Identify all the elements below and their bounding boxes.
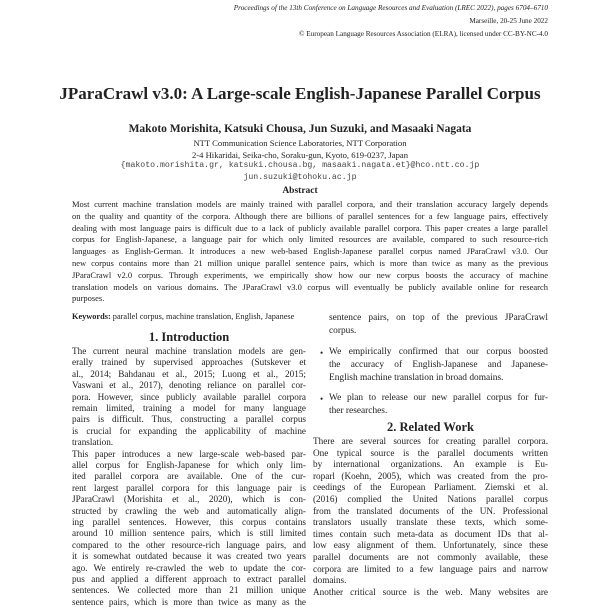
keywords-label: Keywords: <box>72 312 111 321</box>
emails: {makoto.morishita.gr, katsuki.chousa.bg, masaaki.nagata.et}@hco.ntt.co.jp <box>120 161 480 170</box>
bullet-icon: • <box>320 394 324 405</box>
bullet-icon: • <box>320 348 324 358</box>
section-related-work-heading: 2. Related Work <box>387 420 474 434</box>
intro-line: remain limited, training a model for many language <box>72 403 306 413</box>
bullet-line: the accuracy of English-Japanese and Japanese- <box>329 360 548 371</box>
license-line: © European Language Resources Association (ELRA), licensed under CC-BY-NC-4.0 <box>299 30 548 38</box>
affiliation: NTT Communication Science Laboratories, NTT Corporation <box>193 138 407 148</box>
authors: Makoto Morishita, Katsuki Chousa, Jun Suzuki, and Masaaki Nagata <box>128 123 472 135</box>
related-line: Another critical source is the web. Many websites are <box>313 586 548 597</box>
related-line: parallel documents are not commonly available, these <box>313 552 548 562</box>
intro-line: translation. <box>72 437 114 448</box>
address: 2-4 Hikaridai, Seika-cho, Soraku-gun, Kyoto, 619-0237, Japan <box>192 150 408 160</box>
intro-line: pairs is difficult. Thus, constructing a parallel corpus <box>72 414 306 425</box>
contribution-line: corpus. <box>329 326 357 336</box>
related-line: by international organizations. An example is Eu- <box>313 459 548 470</box>
intro-line: ited parallel corpora are available. One of the cur- <box>72 471 306 482</box>
related-line: There are several sources for creating parallel corpora. <box>313 436 548 446</box>
bullet-line: We plan to release our new parallel corpus for fur- <box>329 393 548 404</box>
related-line: low easy alignment of them. Unfortunately, since these <box>313 540 548 551</box>
intro-line: pora. However, since publicly available parallel corpora <box>72 391 306 402</box>
intro-line: allel corpus for English-Japanese for which only lim- <box>72 460 306 470</box>
intro-line: structed by crawling the web and automatically align- <box>72 505 306 516</box>
intro-line: around 10 million sentence pairs, which is still limited <box>72 528 306 539</box>
abstract-line: JParaCrawl v2.0 corpus. Through experiments, we empirically show how our new corpus boosts the accuracy of machine <box>72 269 548 280</box>
related-line: from the translated documents of the UN. Professional <box>313 505 548 516</box>
paper-title: JParaCrawl v3.0: A Large-scale English-Japanese Parallel Corpus <box>59 84 541 103</box>
abstract-line: Most current machine translation models are mainly trained with parallel corpora, and their translation accuracy largely depends <box>72 199 548 209</box>
abstract-line: translation models on various domains. The JParaCrawl v3.0 corpus will eventually be publicly available online for research <box>72 281 548 292</box>
contribution-line: sentence pairs, on top of the previous JParaCrawl <box>329 313 548 323</box>
related-line: domains. <box>313 575 347 586</box>
intro-line: rent largest parallel corpora for this language pair is <box>72 482 306 493</box>
abstract-line: purposes. <box>72 293 105 304</box>
bullet-line: ther researches. <box>329 406 388 417</box>
abstract-heading: Abstract <box>282 186 318 196</box>
intro-line: it is somewhat outdated because it was created two years <box>72 551 306 562</box>
intro-line: pus and applied a different approach to extract parallel <box>72 574 306 584</box>
related-line: One typical source is the parallel documents written <box>313 447 548 458</box>
intro-line: is crucial for expanding the applicability of machine <box>72 425 306 436</box>
related-line: roparl (Koehn, 2005), which was created from the pro- <box>313 470 548 481</box>
related-line: ceedings of the European Parliament. Ziemski et al. <box>313 482 548 493</box>
section-introduction-heading: 1. Introduction <box>148 330 230 344</box>
location-line: Marseille, 20-25 June 2022 <box>469 17 548 25</box>
intro-line: JParaCrawl (Morishita et al., 2020), which is con- <box>72 494 306 505</box>
related-line: translators usually translate these texts, which some- <box>313 517 548 528</box>
intro-line: This paper introduces a new large-scale web-based par- <box>72 448 306 459</box>
keywords-text: parallel corpus, machine translation, English, Japanese <box>110 312 295 321</box>
intro-line: The current neural machine translation models are gen- <box>72 346 306 356</box>
intro-line: erally trained by supervised approaches (Sutskever et <box>72 357 306 368</box>
related-line: times contain such meta-data as document IDs that al- <box>313 528 548 539</box>
related-line: corpora are limited to a few language pairs and narrow <box>313 563 548 574</box>
abstract-line: on the quality and quantity of the corpora. Although there are billions of parallel sentences for a few language pairs, effectively <box>72 210 548 221</box>
abstract-line: new corpus contains more than 21 million unique parallel sentence pairs, which is more than twice as many as the previous <box>72 258 548 268</box>
intro-line: compared to the other resource-rich language pairs, and <box>72 539 306 550</box>
abstract-line: languages as English-German. It introduces a new web-based English-Japanese parallel corpus named JParaCrawl v3.0. Our <box>72 246 548 257</box>
email-second: jun.suzuki@tohoku.ac.jp <box>243 173 357 182</box>
abstract-line: dealing with most language pairs is difficult due to a lack of publicly available parallel corpora. This paper creates a large parallel <box>72 222 548 233</box>
abstract-line: corpus for English-Japanese, a language pair for which only limited resources are available, compared to such resource-rich <box>72 234 548 245</box>
bullet-line: We empirically confirmed that our corpus boosted <box>329 347 548 357</box>
intro-line: sentence pairs, which is more than twice as many as the <box>72 596 306 607</box>
proceedings-line: Proceedings of the 13th Conference on Language Resources and Evaluation (LREC 2022), pages 6704–6710 <box>233 4 548 12</box>
intro-line: al., 2014; Bahdanau et al., 2015; Luong et al., 2015; <box>72 368 306 379</box>
intro-line: Vaswani et al., 2017), denoting reliance on parallel cor- <box>72 380 306 391</box>
bullet-line: English machine translation in broad domains. <box>329 373 504 384</box>
related-line: (2016) complied the United Nations parallel corpus <box>313 494 548 504</box>
keywords <box>72 312 294 321</box>
intro-line: sentences. We collected more than 21 million unique <box>72 585 306 596</box>
intro-line: ago. We entirely re-crawled the web to update the cor- <box>72 562 306 573</box>
intro-line: ing parallel sentences. However, this corpus contains <box>72 517 306 527</box>
